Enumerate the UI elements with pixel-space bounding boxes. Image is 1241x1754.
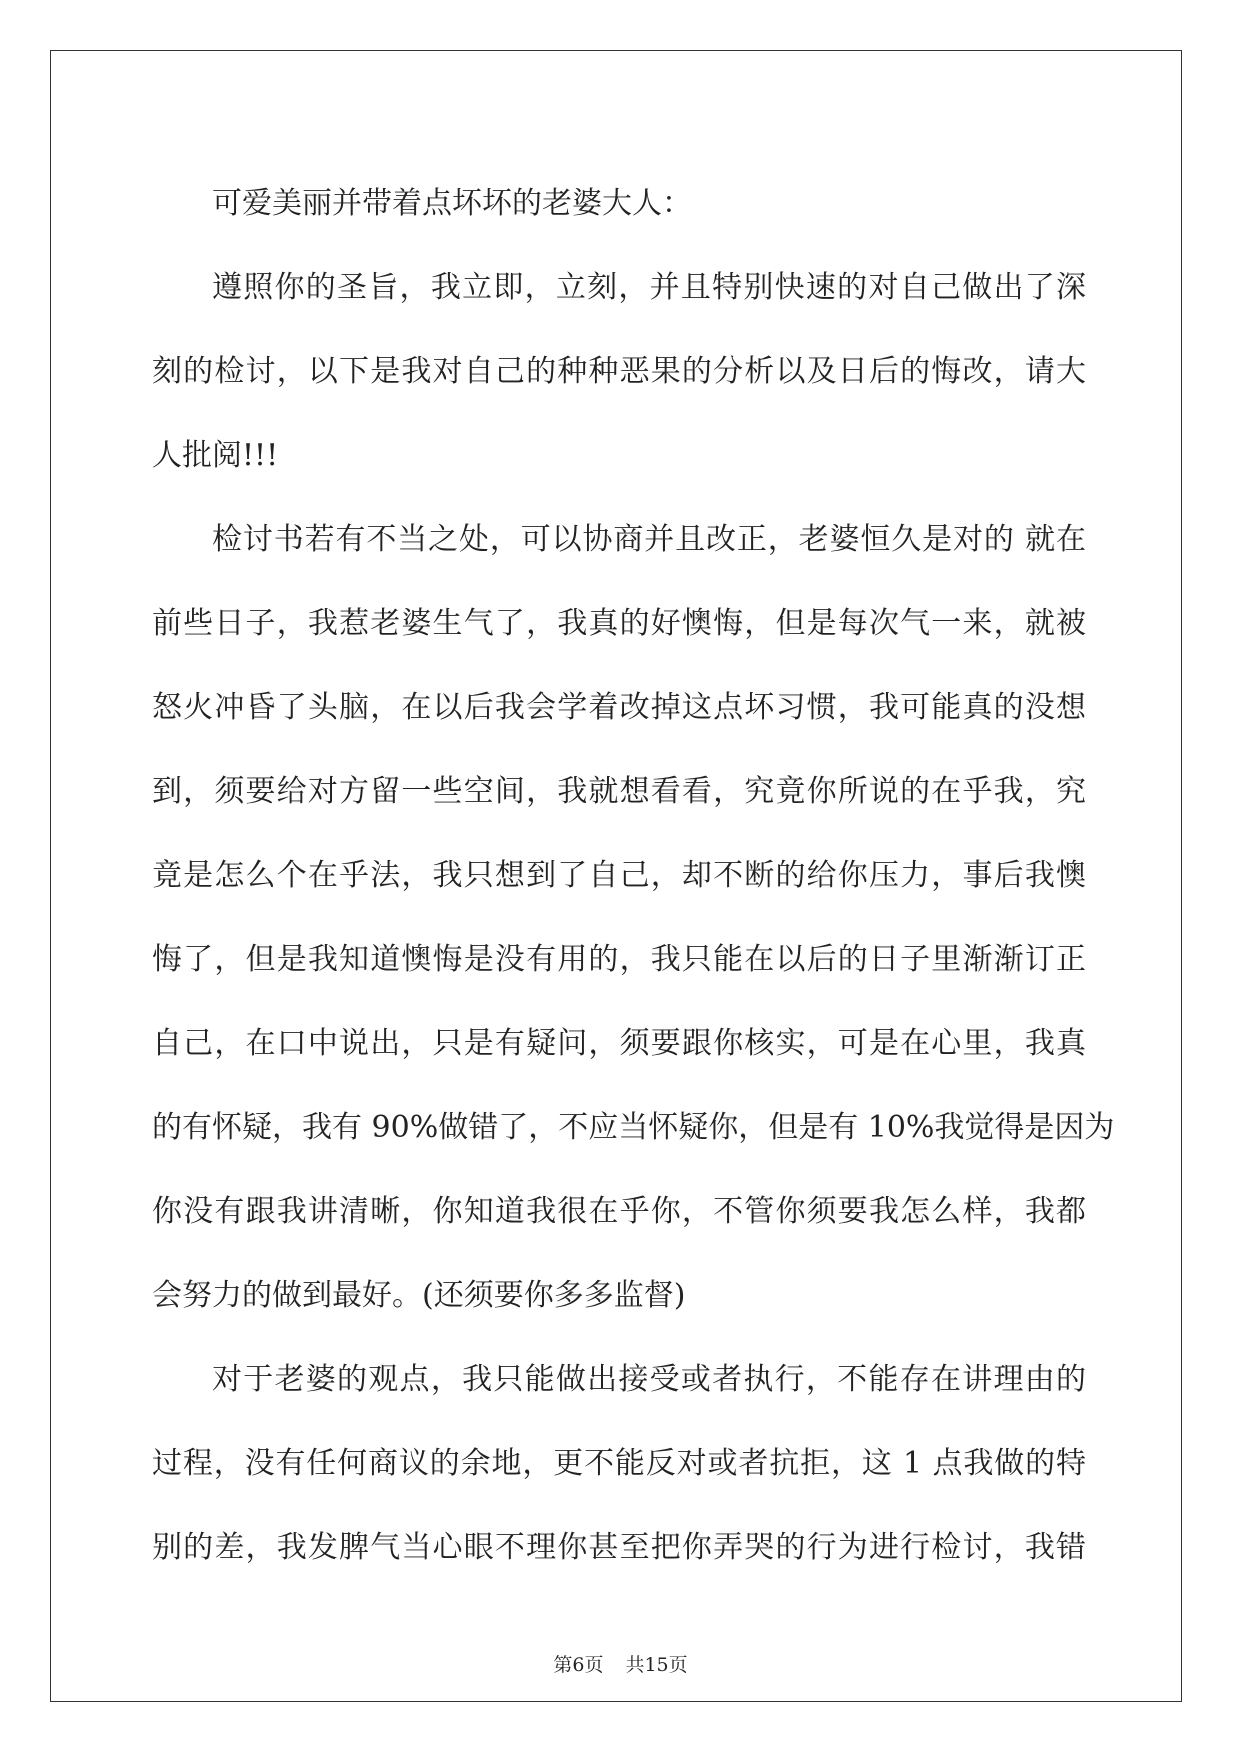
text-line: 到，须要给对方留一些空间，我就想看看，究竟你所说的在乎我，究 bbox=[152, 774, 1086, 809]
text-line: 人批阅!!! bbox=[152, 438, 279, 473]
document-body bbox=[152, 162, 1115, 1590]
text-line: 怒火冲昏了头脑，在以后我会学着改掉这点坏习惯，我可能真的没想 bbox=[152, 690, 1086, 725]
text-line: 竟是怎么个在乎法，我只想到了自己，却不断的给你压力，事后我懊 bbox=[152, 858, 1086, 893]
text-line: 刻的检讨，以下是我对自己的种种恶果的分析以及日后的悔改，请大 bbox=[152, 354, 1086, 389]
page-total: 共15页 bbox=[625, 1654, 688, 1676]
page-number: 第6页 bbox=[553, 1654, 604, 1676]
text-line: 会努力的做到最好。(还须要你多多监督) bbox=[152, 1278, 686, 1313]
text-line: 悔了，但是我知道懊悔是没有用的，我只能在以后的日子里渐渐订正 bbox=[152, 942, 1086, 977]
text-line: 你没有跟我讲清晰，你知道我很在乎你，不管你须要我怎么样，我都 bbox=[152, 1194, 1086, 1229]
text-line: 别的差，我发脾气当心眼不理你甚至把你弄哭的行为进行检讨，我错 bbox=[152, 1530, 1086, 1565]
salutation-line: 可爱美丽并带着点坏坏的老婆大人： bbox=[212, 186, 692, 221]
text-line: 前些日子，我惹老婆生气了，我真的好懊悔，但是每次气一来，就被 bbox=[152, 606, 1086, 641]
text-line: 过程，没有任何商议的余地，更不能反对或者抗拒，这 1 点我做的特 bbox=[152, 1446, 1086, 1481]
text-line: 检讨书若有不当之处，可以协商并且改正，老婆恒久是对的 就在 bbox=[212, 522, 1086, 557]
text-line: 遵照你的圣旨，我立即，立刻，并且特别快速的对自己做出了深 bbox=[212, 270, 1086, 305]
page-footer bbox=[0, 1650, 1241, 1677]
text-line: 自己，在口中说出，只是有疑问，须要跟你核实，可是在心里，我真 bbox=[152, 1026, 1086, 1061]
text-line: 的有怀疑，我有 90%做错了，不应当怀疑你，但是有 10%我觉得是因为 bbox=[152, 1110, 1115, 1145]
text-line: 对于老婆的观点，我只能做出接受或者执行，不能存在讲理由的 bbox=[212, 1362, 1086, 1397]
